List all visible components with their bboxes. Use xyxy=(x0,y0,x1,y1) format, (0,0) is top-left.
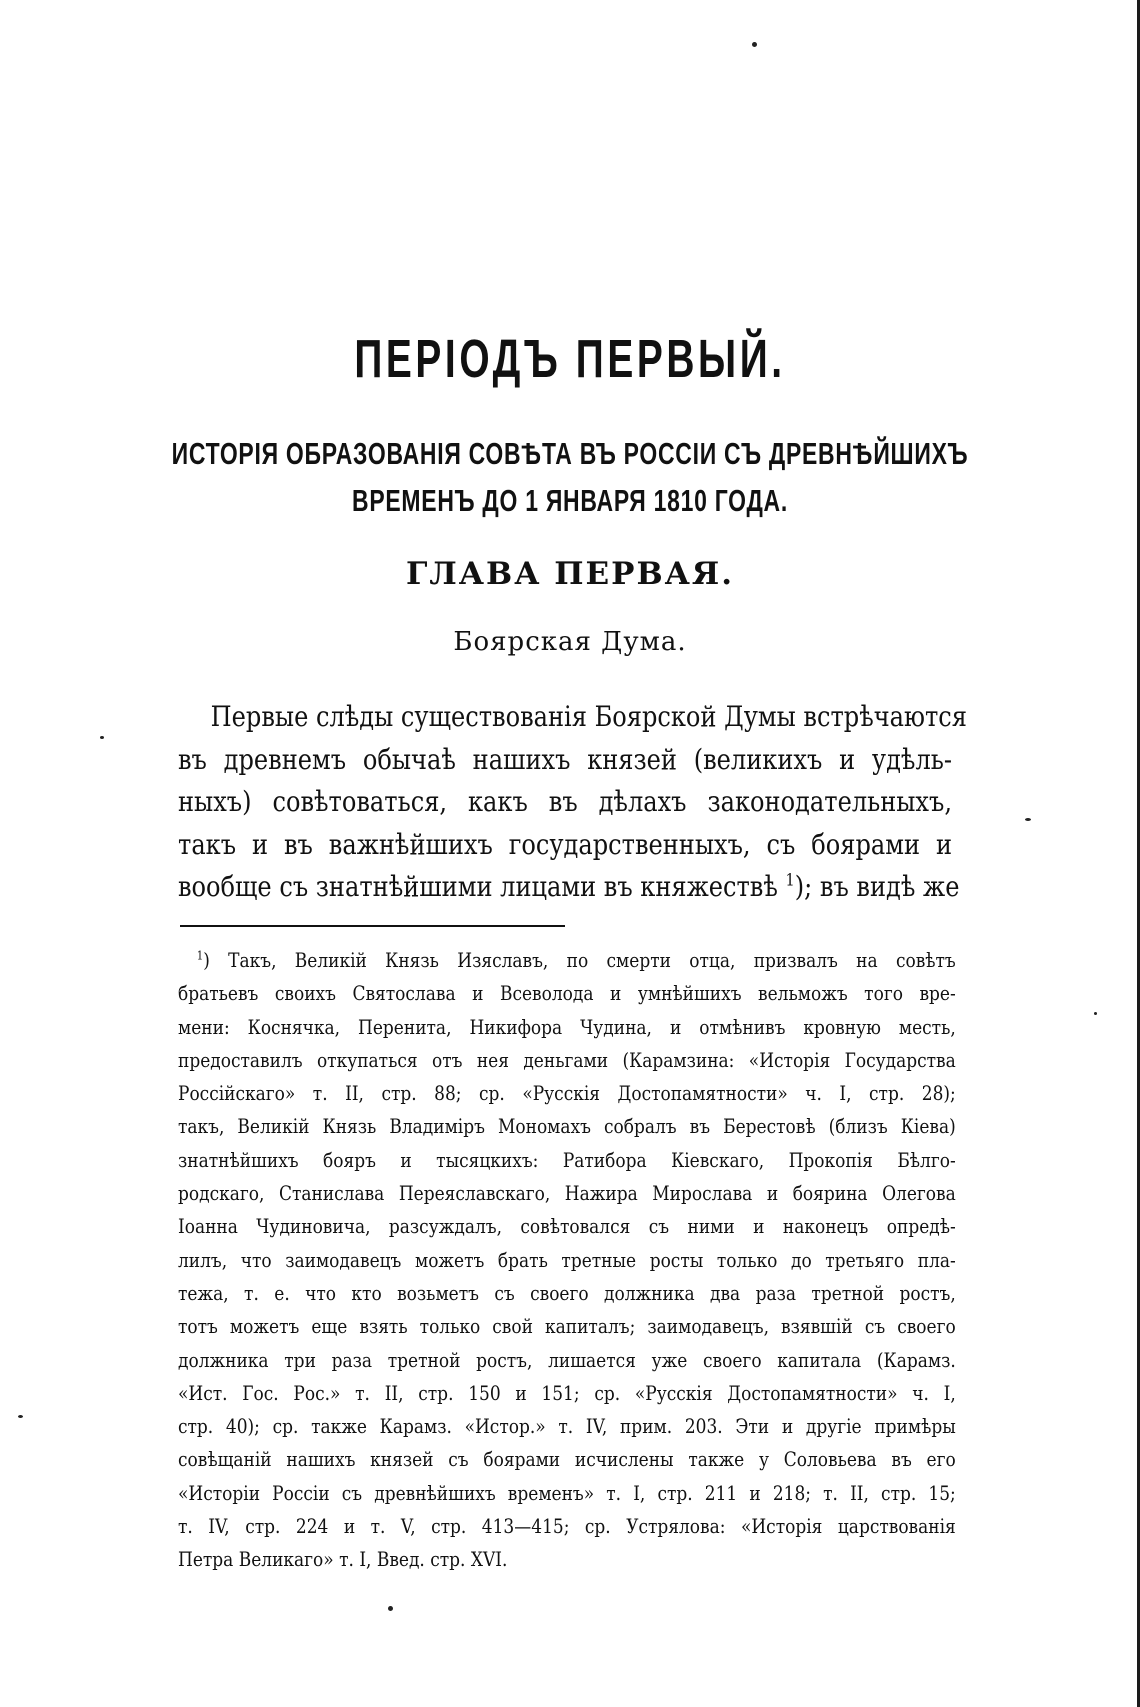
body-line: ныхъ) совѣтоваться, какъ въ дѣлахъ законодательныхъ, xyxy=(178,785,952,818)
ink-speck xyxy=(752,42,757,47)
section-title-line: ВРЕМЕНЪ ДО 1 ЯНВАРЯ 1810 ГОДА. xyxy=(352,483,788,518)
section-title xyxy=(148,430,992,524)
ink-speck xyxy=(1025,818,1031,821)
subsection-title: Боярская Дума. xyxy=(453,627,687,657)
footnote-line: тежа, т. е. что кто возьметъ съ своего должника два раза третной ростъ, xyxy=(178,1280,956,1305)
chapter-title: ГЛАВА ПЕРВАЯ. xyxy=(405,556,735,592)
footnote-line: стр. 40); ср. также Карамз. «Истор.» т. IV, прим. 203. Эти и другіе примѣры xyxy=(178,1414,956,1439)
footnote-line: мени: Коснячка, Перенита, Никифора Чудина, и отмѣнивъ кровную месть, xyxy=(178,1014,956,1039)
footnote-line: Петра Великаго» т. I, Введ. стр. XVI. xyxy=(178,1547,508,1572)
footnote-line: лилъ, что заимодавецъ можетъ брать третные росты только до третьяго пла- xyxy=(178,1247,956,1272)
footnote-marker: 1 xyxy=(196,948,204,963)
footnote-line-text: ) Такъ, Великій Князь Изяславъ, по смерти отца, призвалъ на совѣтъ xyxy=(203,948,956,972)
footnote-reference[interactable]: 1 xyxy=(785,869,795,890)
body-line: въ древнемъ обычаѣ нашихъ князей (великихъ и удѣль- xyxy=(178,742,952,776)
footnote-line: должника три раза третной ростъ, лишается уже своего капитала (Карамз. xyxy=(178,1347,956,1372)
ink-speck xyxy=(1094,1012,1097,1015)
footnote xyxy=(178,944,956,1577)
footnote-line: Россійскаго» т. II, стр. 88; ср. «Русскія Достопамятности» ч. I, стр. 28); xyxy=(178,1081,956,1106)
footnote-line xyxy=(178,944,956,977)
body-line-text: вообще съ знатнѣйшими лицами въ княжествѣ xyxy=(178,870,778,903)
section-title-line: ИСТОРІЯ ОБРАЗОВАНІЯ СОВѢТА ВЪ РОССІИ СЪ ДРЕВНѢЙШИХЪ xyxy=(171,436,969,471)
footnote-line: тотъ можетъ еще взять только свой капиталъ; заимодавецъ, взявшій съ своего xyxy=(178,1314,956,1339)
ink-speck xyxy=(100,736,104,739)
footnote-line: «Ист. Гос. Рос.» т. II, стр. 150 и 151; ср. «Русскія Достопамятности» ч. I, xyxy=(178,1380,956,1405)
footnote-line: братьевъ своихъ Святослава и Всеволода и умнѣйшихъ вельможъ того вре- xyxy=(178,981,956,1006)
footnote-line: т. IV, стр. 224 и т. V, стр. 413—415; ср. Устрялова: «Исторія царствованія xyxy=(178,1514,956,1539)
body-line xyxy=(178,866,960,909)
body-paragraph xyxy=(178,696,967,909)
footnote-line: родскаго, Станислава Переяславскаго, Нажира Мирослава и боярина Олегова xyxy=(178,1181,956,1206)
footnote-line: предоставилъ откупаться отъ нея деньгами (Карамзина: «Исторія Государства xyxy=(178,1047,956,1072)
footnote-line: «Исторіи Россіи съ древнѣйшихъ временъ» т. I, стр. 211 и 218; т. II, стр. 15; xyxy=(178,1480,956,1505)
body-line: такъ и въ важнѣйшихъ государственныхъ, съ боярами и xyxy=(178,827,952,861)
period-title: ПЕРІОДЪ ПЕРВЫЙ. xyxy=(354,329,786,389)
footnote-line: совѣщаній нашихъ князей съ боярами исчислены также у Соловьева въ его xyxy=(178,1447,956,1472)
body-line: Первые слѣды существованія Боярской Думы встрѣчаются xyxy=(210,700,967,733)
footnote-line: знатнѣйшихъ бояръ и тысяцкихъ: Ратибора Кіевскаго, Прокопія Бѣлго- xyxy=(178,1147,956,1172)
body-line-text: ); въ видѣ же xyxy=(794,870,960,903)
footnote-line: Іоанна Чудиновича, разсуждалъ, совѣтовался съ ними и наконецъ опредѣ- xyxy=(178,1214,956,1239)
footnote-divider xyxy=(180,925,565,927)
ink-speck xyxy=(18,1415,23,1418)
footnote-line: такъ, Великій Князь Владиміръ Мономахъ собралъ въ Берестовѣ (близъ Кіева) xyxy=(178,1114,956,1139)
ink-speck xyxy=(388,1606,393,1611)
